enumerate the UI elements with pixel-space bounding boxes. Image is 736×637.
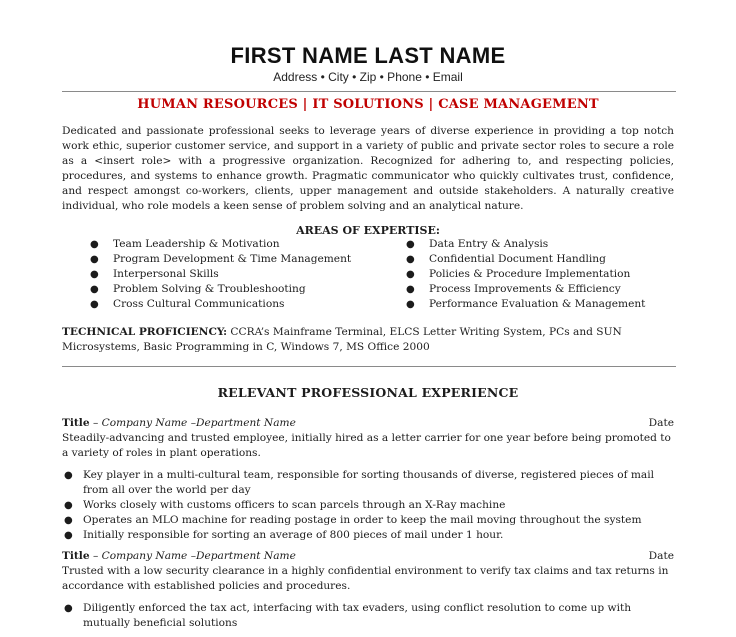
expertise-title: AREAS OF EXPERTISE: — [296, 224, 440, 237]
contact-line: Address • City • Zip • Phone • Email — [273, 70, 463, 84]
bullet-icon: ● — [406, 284, 415, 295]
duty-item: ● Diligently enforced the tax act, interfacing with tax evaders, using conflict resolution to come up with mutually beneficial solutions — [64, 602, 632, 629]
summary-paragraph: Dedicated and passionate professional seeks to leverage years of diverse experience in providing a top notch work ethic, superior customer service, and support in a variety of public and private sector roles to secure a role as a <insert role> with a progressive organization. Recognized for adhering to, and respecting policies, procedures, and systems to enhance growth. Pragmatic communicator who quickly cultivates trust, confidence, and respect amongst co-workers, clients, upper management and outside stakeholders. A naturally creative individual, who role models a keen sense of problem solving and an analytical nature. — [62, 125, 674, 212]
bullet-icon: ● — [64, 530, 73, 541]
expertise-item: ● Cross Cultural Communications — [90, 298, 285, 310]
bullet-icon: ● — [406, 269, 415, 280]
candidate-name: FIRST NAME LAST NAME — [230, 43, 506, 68]
job-date: Date — [648, 417, 674, 429]
headline: HUMAN RESOURCES | IT SOLUTIONS | CASE MANAGEMENT — [137, 97, 599, 112]
job-title: Title — [62, 550, 90, 562]
expertise-item: ● Process Improvements & Efficiency — [406, 283, 621, 295]
job-company: Company Name –Department Name — [101, 550, 296, 562]
expertise-list-right — [406, 237, 646, 312]
bullet-icon: ● — [64, 500, 73, 511]
job-title: Title — [62, 417, 90, 429]
expertise-item: ● Confidential Document Handling — [406, 253, 606, 265]
job-header: Title – Company Name –Department Name Date — [62, 550, 674, 562]
divider-top — [62, 91, 676, 92]
expertise-item: ● Problem Solving & Troubleshooting — [90, 283, 306, 295]
bullet-icon: ● — [406, 254, 415, 265]
duty-item: ● Initially responsible for sorting an average of 800 pieces of mail under 1 hour. — [64, 529, 504, 541]
expertise-item: ● Team Leadership & Motivation — [90, 238, 280, 250]
job-description: Steadily-advancing and trusted employee, initially hired as a letter carrier for one year before being promoted to a variety of roles in plant operations. — [62, 432, 671, 459]
bullet-icon: ● — [64, 515, 73, 526]
bullet-icon: ● — [90, 284, 99, 295]
technical-text: CCRA’s Mainframe Terminal, ELCS Letter Writing System, PCs and SUN Microsystems, Basic Programming in C, Windows 7, MS Office 2000 — [62, 326, 622, 353]
job-description: Trusted with a low security clearance in a highly confidential environment to verify tax claims and tax returns in accordance with established policies and procedures. — [62, 565, 669, 592]
bullet-icon: ● — [90, 254, 99, 265]
bullet-icon: ● — [64, 603, 73, 614]
bullet-icon: ● — [406, 239, 415, 250]
expertise-item: ● Program Development & Time Management — [90, 253, 352, 265]
duty-item: ● Works closely with customs officers to scan parcels through an X-Ray machine — [64, 499, 506, 511]
expertise-item: ● Performance Evaluation & Management — [406, 298, 646, 310]
duty-item: ● Key player in a multi-cultural team, responsible for sorting thousands of diverse, registered pieces of mail from all over the world per day — [64, 469, 654, 496]
experience-title: RELEVANT PROFESSIONAL EXPERIENCE — [217, 385, 519, 400]
technical-label: TECHNICAL PROFICIENCY: — [62, 326, 228, 338]
bullet-icon: ● — [90, 239, 99, 250]
job-header: Title – Company Name –Department Name Date — [62, 417, 674, 429]
job-duties — [64, 601, 673, 631]
technical-proficiency — [62, 325, 674, 355]
job-company: Company Name –Department Name — [101, 417, 296, 429]
job-date: Date — [648, 550, 674, 562]
expertise-list-left — [90, 237, 352, 312]
bullet-icon: ● — [90, 299, 99, 310]
bullet-icon: ● — [64, 470, 73, 481]
duty-item: ● Operates an MLO machine for reading postage in order to keep the mail moving throughout the system — [64, 514, 642, 526]
expertise-item: ● Interpersonal Skills — [90, 268, 219, 280]
bullet-icon: ● — [406, 299, 415, 310]
bullet-icon: ● — [90, 269, 99, 280]
expertise-item: ● Data Entry & Analysis — [406, 238, 549, 250]
divider-middle — [62, 366, 676, 367]
job-duties — [64, 468, 673, 543]
expertise-item: ● Policies & Procedure Implementation — [406, 268, 631, 280]
